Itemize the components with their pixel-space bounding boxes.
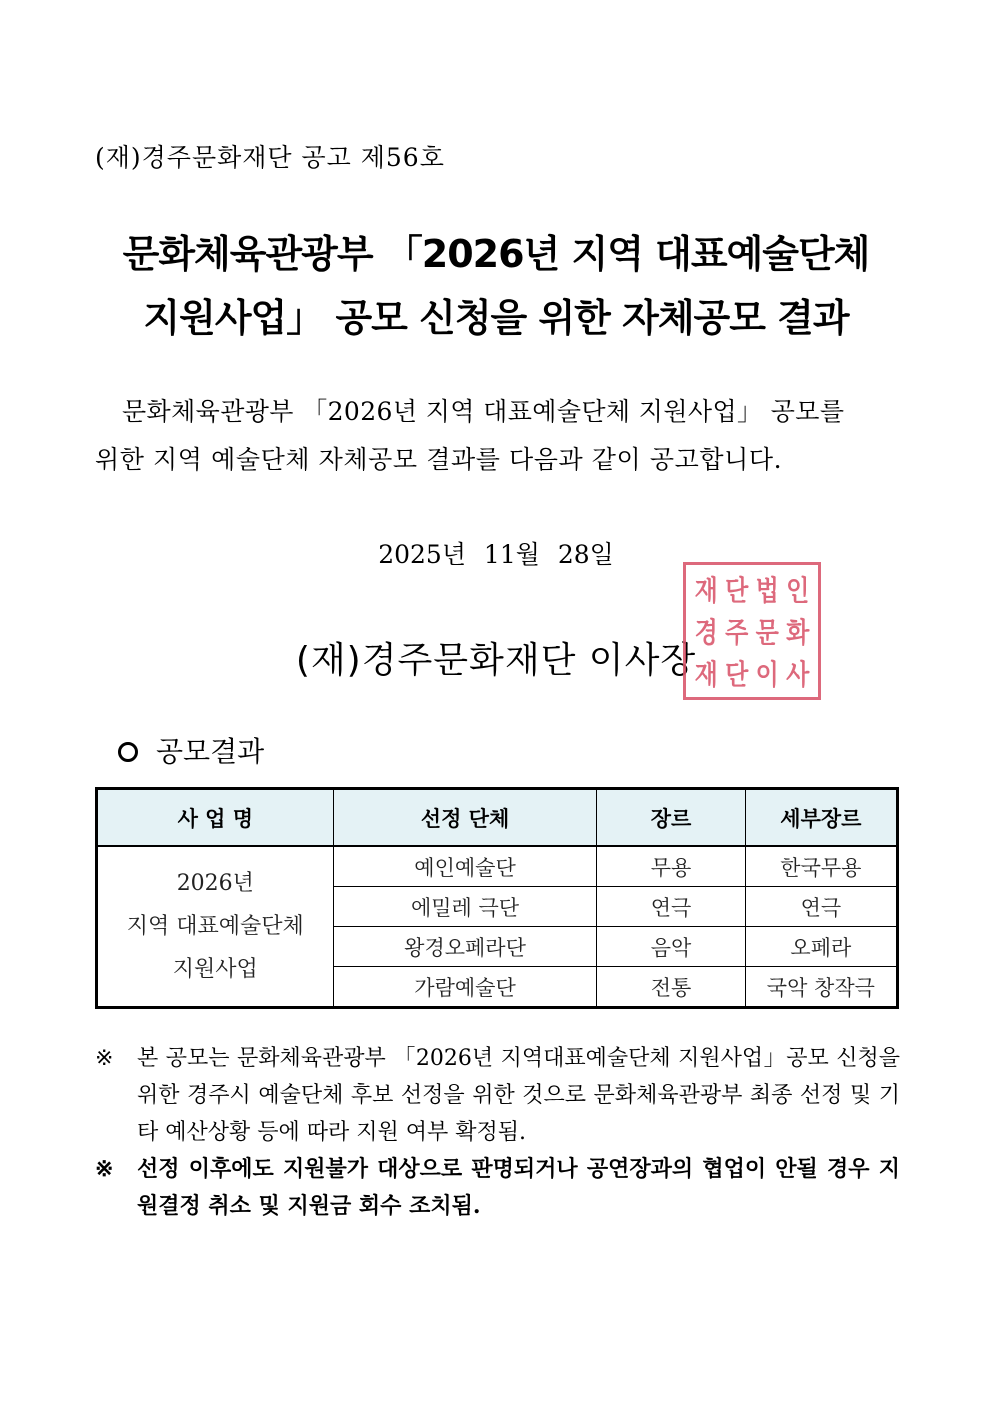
intro-line-1: 문화체육관광부 「2026년 지역 대표예술단체 지원사업」 공모를 <box>122 397 845 426</box>
group-cell: 에밀레 극단 <box>333 887 597 927</box>
notes-section <box>95 1040 900 1225</box>
table-header-row <box>97 789 898 847</box>
seal-glyph: 이 <box>755 658 779 692</box>
seal-glyph: 주 <box>725 616 749 650</box>
program-name-cell <box>97 846 334 1008</box>
seal-glyph: 인 <box>786 574 810 608</box>
seal-glyph: 사 <box>786 658 810 692</box>
note-text: 본 공모는 문화체육관광부 「2026년 지역대표예술단체 지원사업」공모 신청을 위한 경주시 예술단체 후보 선정을 위한 것으로 문화체육관광부 최종 선정 및 기타 예산상황 등에 따라 지원 여부 확정됨. <box>137 1046 900 1145</box>
column-header-program: 사 업 명 <box>97 789 334 847</box>
results-table <box>95 787 899 1009</box>
reference-mark-icon: ※ <box>95 1156 114 1182</box>
announcement-date: 2025년 11월 28일 <box>378 540 614 569</box>
note-item <box>95 1040 900 1151</box>
program-line-3: 지원사업 <box>172 957 258 982</box>
circle-bullet-icon <box>118 742 138 762</box>
notice-number: (재)경주문화재단 공고 제56호 <box>95 143 445 172</box>
note-text: 선정 이후에도 지원불가 대상으로 판명되거나 공연장과의 협업이 안될 경우 지원결정 취소 및 지원금 회수 조치됨. <box>137 1156 900 1219</box>
table-row <box>97 846 898 887</box>
seal-glyph: 문 <box>755 616 779 650</box>
intro-line-2: 위한 지역 예술단체 자체공모 결과를 다음과 같이 공고합니다. <box>95 445 783 474</box>
issuer-name: (재)경주문화재단 이사장 <box>295 640 697 681</box>
seal-glyph: 화 <box>786 616 810 650</box>
seal-glyph: 재 <box>694 574 718 608</box>
sub-genre-cell: 오페라 <box>745 927 897 967</box>
reference-mark-icon: ※ <box>95 1046 114 1071</box>
program-line-1: 2026년 <box>176 871 254 896</box>
genre-cell: 무용 <box>597 846 745 887</box>
sub-genre-cell: 한국무용 <box>745 846 897 887</box>
page-title <box>0 222 992 350</box>
group-cell: 예인예술단 <box>333 846 597 887</box>
column-header-genre: 장르 <box>597 789 745 847</box>
official-seal-icon <box>683 562 821 700</box>
title-line-2: 지원사업」 공모 신청을 위한 자체공모 결과 <box>143 296 849 340</box>
group-cell: 가람예술단 <box>333 967 597 1008</box>
seal-glyph: 재 <box>694 658 718 692</box>
sub-genre-cell: 국악 창작극 <box>745 967 897 1008</box>
sub-genre-cell: 연극 <box>745 887 897 927</box>
intro-paragraph <box>95 388 900 484</box>
seal-glyph: 단 <box>725 574 749 608</box>
column-header-sub-genre: 세부장르 <box>745 789 897 847</box>
seal-glyph: 법 <box>755 574 779 608</box>
genre-cell: 연극 <box>597 887 745 927</box>
section-heading-label: 공모결과 <box>156 735 265 768</box>
program-line-2: 지역 대표예술단체 <box>126 914 304 939</box>
section-heading <box>118 730 264 770</box>
genre-cell: 전통 <box>597 967 745 1008</box>
seal-glyph: 단 <box>725 658 749 692</box>
column-header-group: 선정 단체 <box>333 789 597 847</box>
seal-glyph: 경 <box>694 616 718 650</box>
note-item-warning <box>95 1151 900 1225</box>
title-line-1: 문화체육관광부 「2026년 지역 대표예술단체 <box>122 232 870 276</box>
group-cell: 왕경오페라단 <box>333 927 597 967</box>
genre-cell: 음악 <box>597 927 745 967</box>
